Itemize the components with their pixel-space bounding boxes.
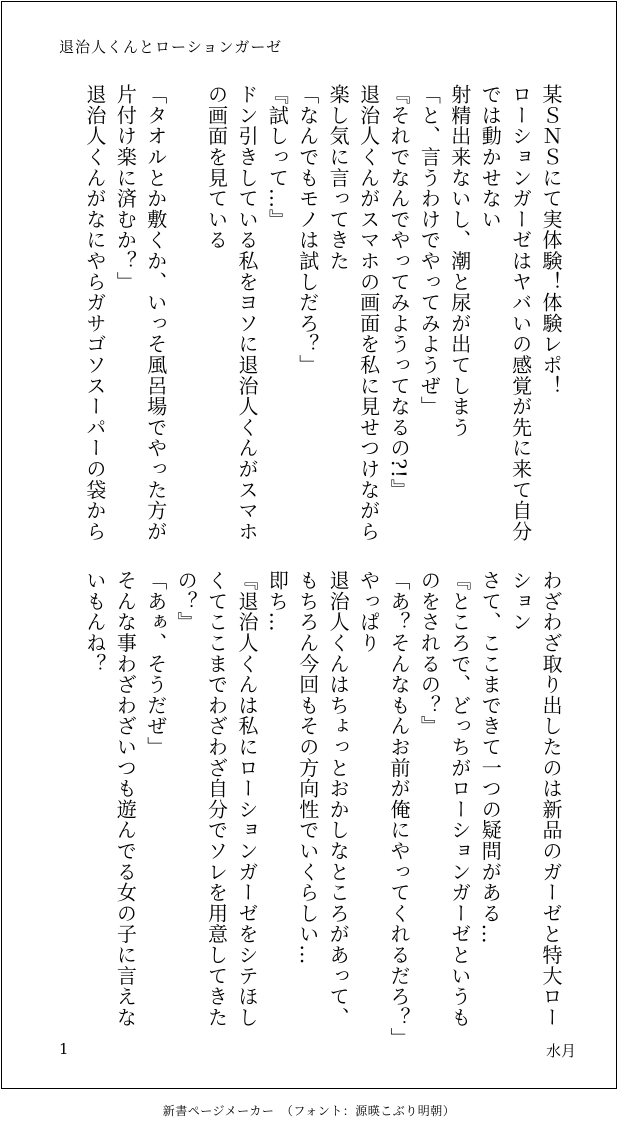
text-line: 退治人くんがスマホの画面を私に見せつけながら <box>356 84 381 542</box>
blank-line <box>171 84 201 524</box>
text-line: の画面を見ている <box>204 84 229 251</box>
text-line: いもんね？ <box>82 570 107 674</box>
author-name: 水月 <box>545 1042 576 1060</box>
text-line: 楽し気に言ってきた <box>326 84 351 272</box>
text-line: 退治人くんはちょっとおかしなところがあって、 <box>326 570 351 1028</box>
text-block-upper <box>46 84 566 542</box>
text-line: くてここまでわざわざ自分でソレを用意してきた <box>204 570 229 1028</box>
story-title: 退治人くんとローションガーゼ <box>59 38 283 56</box>
text-line: ローションガーゼはヤバいの感覚が先に来て自分 <box>508 84 533 542</box>
text-line: 『ところで、どっちがローションガーゼというも <box>447 570 472 1028</box>
text-line: 退治人くんがなにやらガサゴソスーパーの袋から <box>82 84 107 542</box>
text-line: では動かせない <box>478 84 503 230</box>
text-line: 『それでなんでやってみようってなるの?!』 <box>386 84 411 500</box>
text-line: 「あぁ、そうだぜ」 <box>143 570 168 758</box>
manuscript-page <box>1 1 617 1089</box>
text-line: 即ち… <box>265 570 290 633</box>
text-line: やっぱり <box>356 570 381 654</box>
text-line: 「と、言うわけでやってみようぜ」 <box>417 84 442 417</box>
text-line: さて、ここまできて一つの疑問がある… <box>478 570 503 945</box>
text-block-lower <box>46 570 566 1049</box>
text-line: ドン引きしている私をヨソに退治人くんがスマホ <box>234 84 259 542</box>
text-line: の？』 <box>174 570 199 633</box>
text-line: のをされるの？』 <box>417 570 442 737</box>
text-line: 『試しって…』 <box>265 84 290 230</box>
text-line: 射精出来ないし、潮と尿が出てしまう <box>447 84 472 438</box>
text-line: もちろん今回もその方向性でいくらしい… <box>295 570 320 966</box>
text-line: 片付け楽に済むか？」 <box>113 84 138 292</box>
text-line: 「なんでもモノは試しだろ？」 <box>295 84 320 376</box>
text-line: 『退治人くんは私にローションガーゼをシテほし <box>234 570 259 1028</box>
text-line: 「タオルとか敷くか、いっそ風呂場でやった方が <box>143 84 168 542</box>
text-line: 某ＳＮＳにて実体験！体験レポ！ <box>539 84 563 396</box>
page-number: 1 <box>59 1040 69 1058</box>
text-line: 「あ？そんなもんお前が俺にやってくれるだろ？」 <box>386 570 411 1049</box>
text-line: ション <box>508 570 533 633</box>
generator-caption: 新書ページメーカー （フォント：源暎こぶり明朝） <box>162 1104 456 1118</box>
text-line: わざわざ取り出したのは新品のガーゼと特大ロー <box>539 570 563 1028</box>
text-line: そんな事わざわざいつも遊んでる女の子に言えな <box>113 570 138 1028</box>
